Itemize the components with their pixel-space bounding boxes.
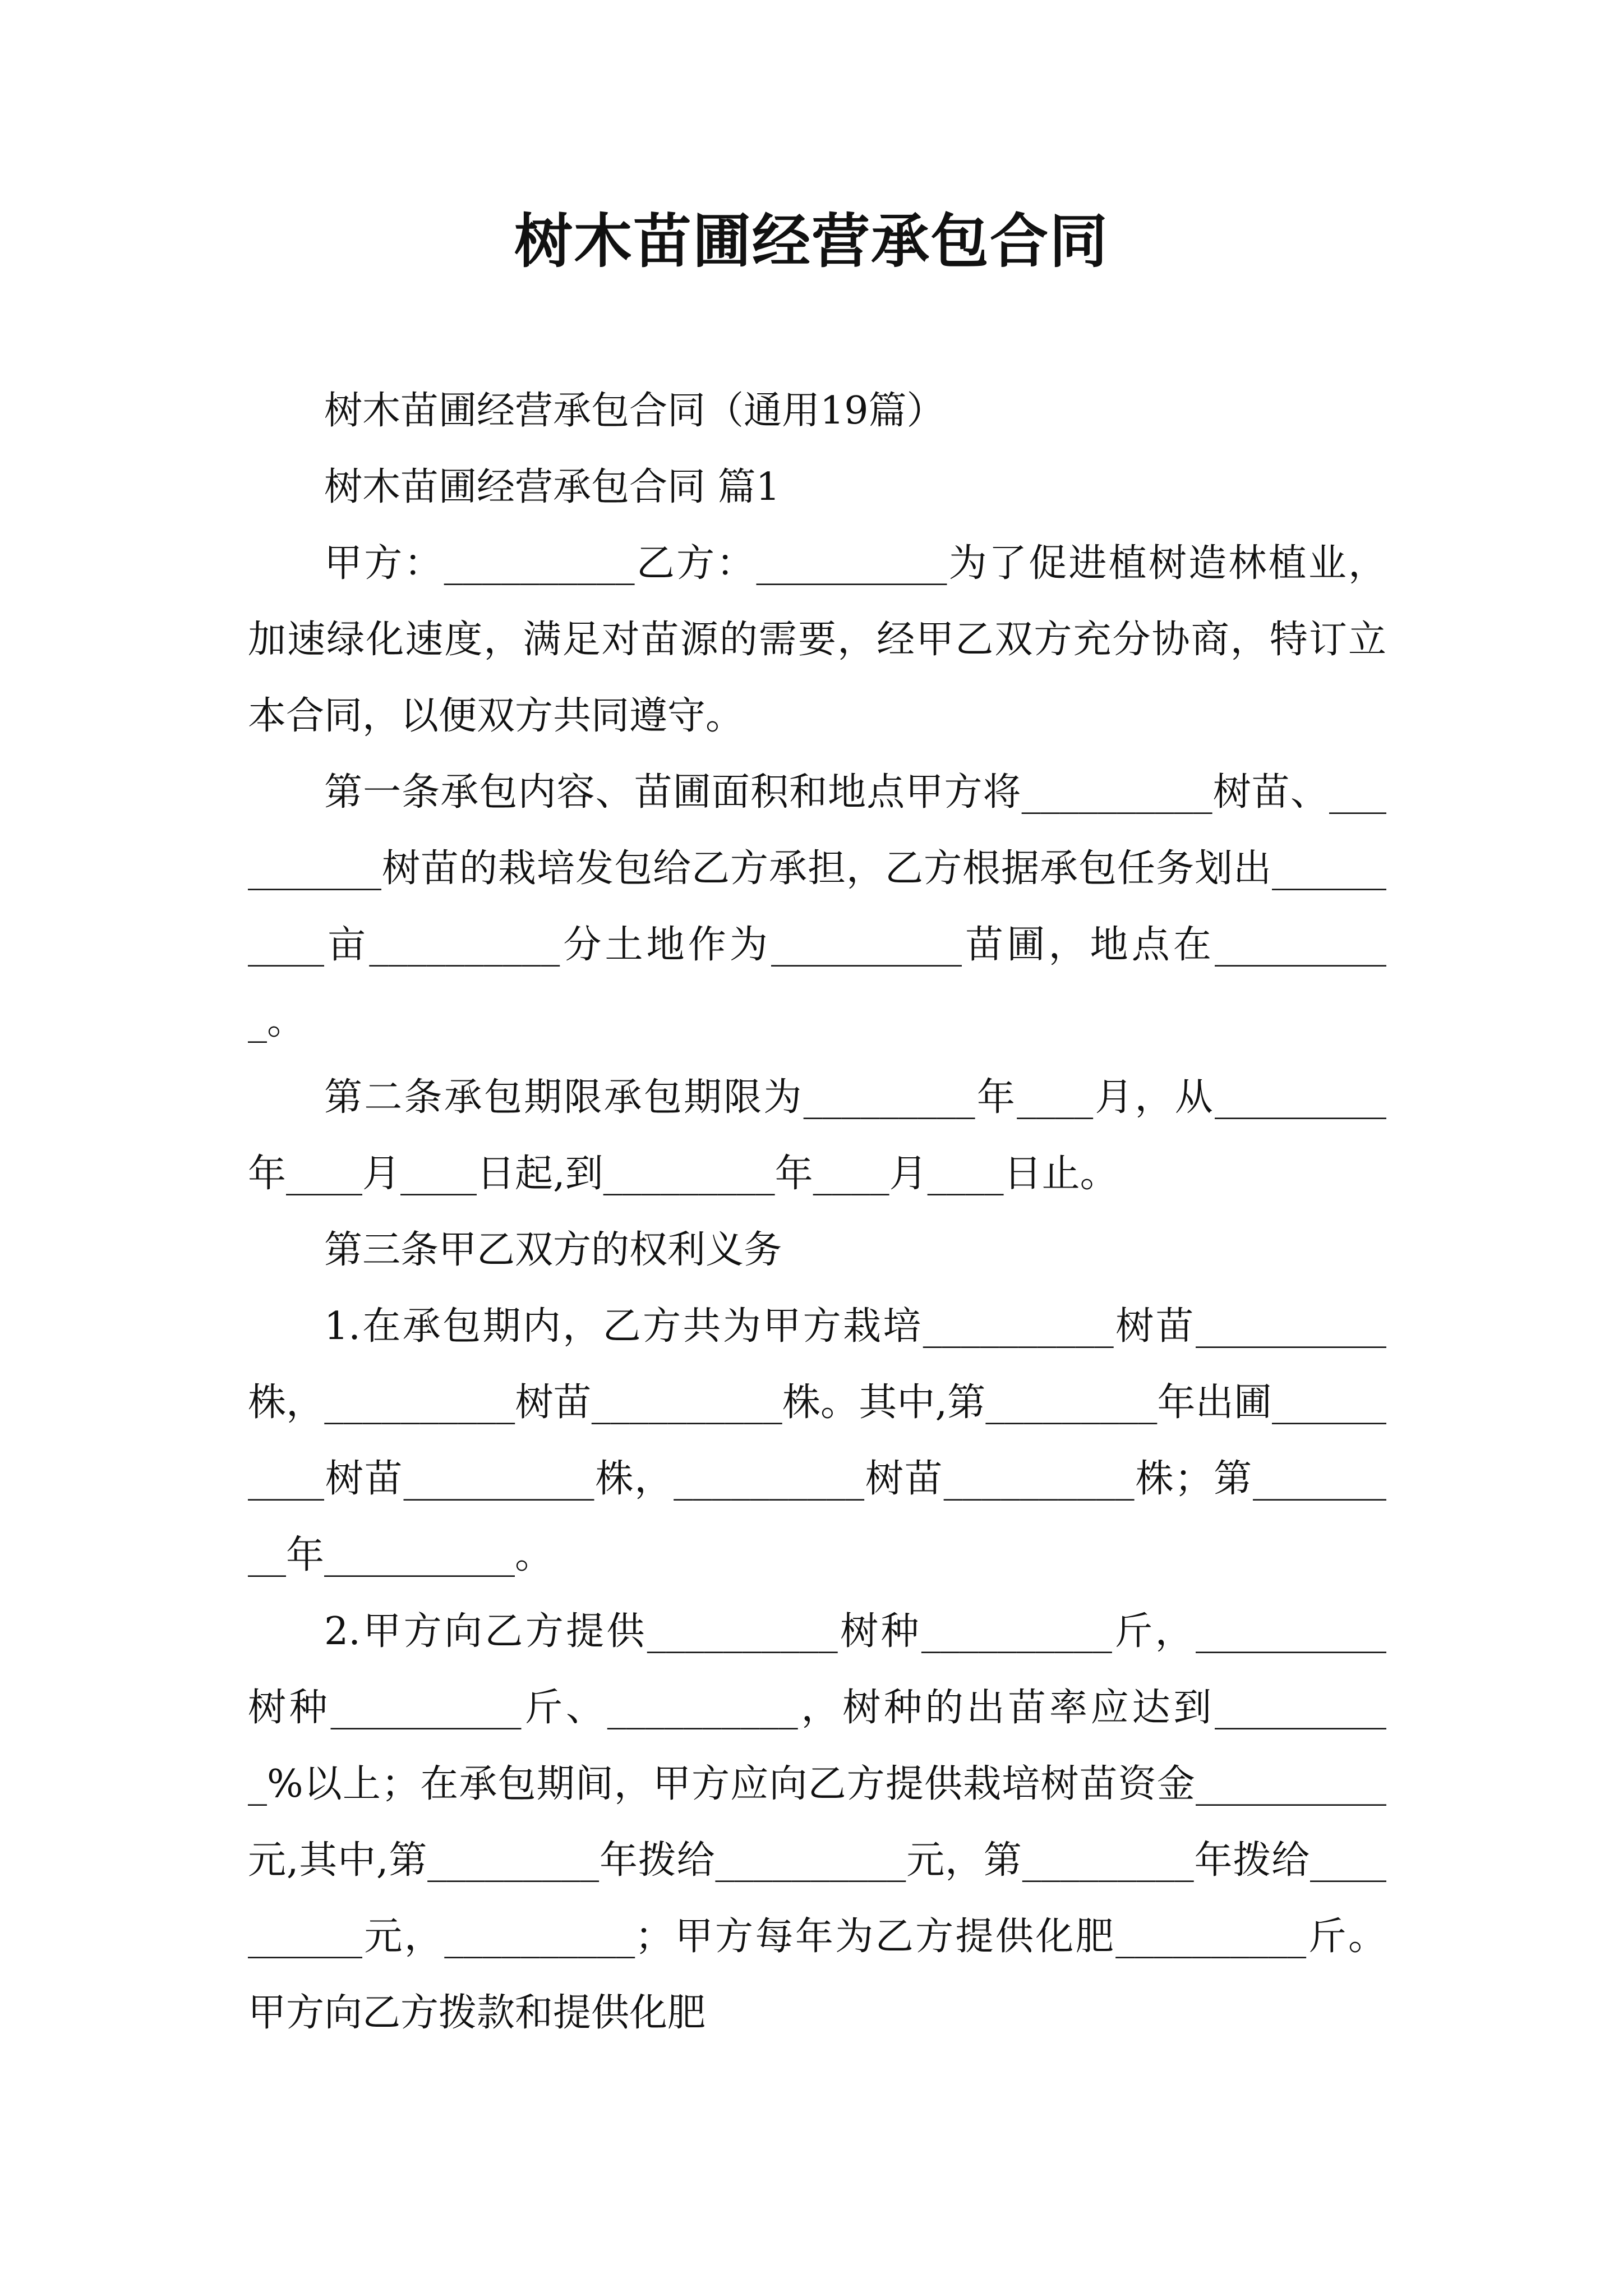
document-body (248, 373, 1386, 2051)
paragraph-article-3-item-1: 1.在承包期内，乙方共为甲方栽培__________树苗__________株，__________树苗__________株。其中,第_________年出圃__________树苗__________株，__________树苗__________株；第_________年__________。 (248, 1304, 1386, 1577)
paragraph-section-heading: 树木苗圃经营承包合同 篇1 (324, 465, 780, 509)
paragraph-subtitle: 树木苗圃经营承包合同（通用19篇） (324, 389, 945, 433)
paragraph-article-3-item-2: 2.甲方向乙方提供__________树种__________斤，__________树种__________斤、__________，树种的出苗率应达到__________%以上；在承包期间，甲方应向乙方提供栽培树苗资金__________元,其中,第_________年拨给__________元，第_________年拨给__________元，__________；甲方每年为乙方提供化肥__________斤。甲方向乙方拨款和提供化肥 (248, 1609, 1386, 2035)
paragraph-parties: 甲方：__________乙方：__________为了促进植树造林植业，加速绿化速度，满足对苗源的需要，经甲乙双方充分协商，特订立本合同，以便双方共同遵守。 (248, 541, 1386, 738)
paragraph-article-3-heading: 第三条甲乙双方的权利义务 (324, 1228, 782, 1272)
document-title: 树木苗圃经营承包合同 (514, 206, 1109, 275)
paragraph-article-1: 第一条承包内容、苗圃面积和地点甲方将__________树苗、__________树苗的栽培发包给乙方承担，乙方根据承包任务划出__________亩__________分土地作为__________苗圃，地点在__________。 (248, 770, 1386, 1043)
paragraph-article-2: 第二条承包期限承包期限为_________年____月，从_________年____月____日起,到_________年____月____日止。 (248, 1075, 1386, 1196)
